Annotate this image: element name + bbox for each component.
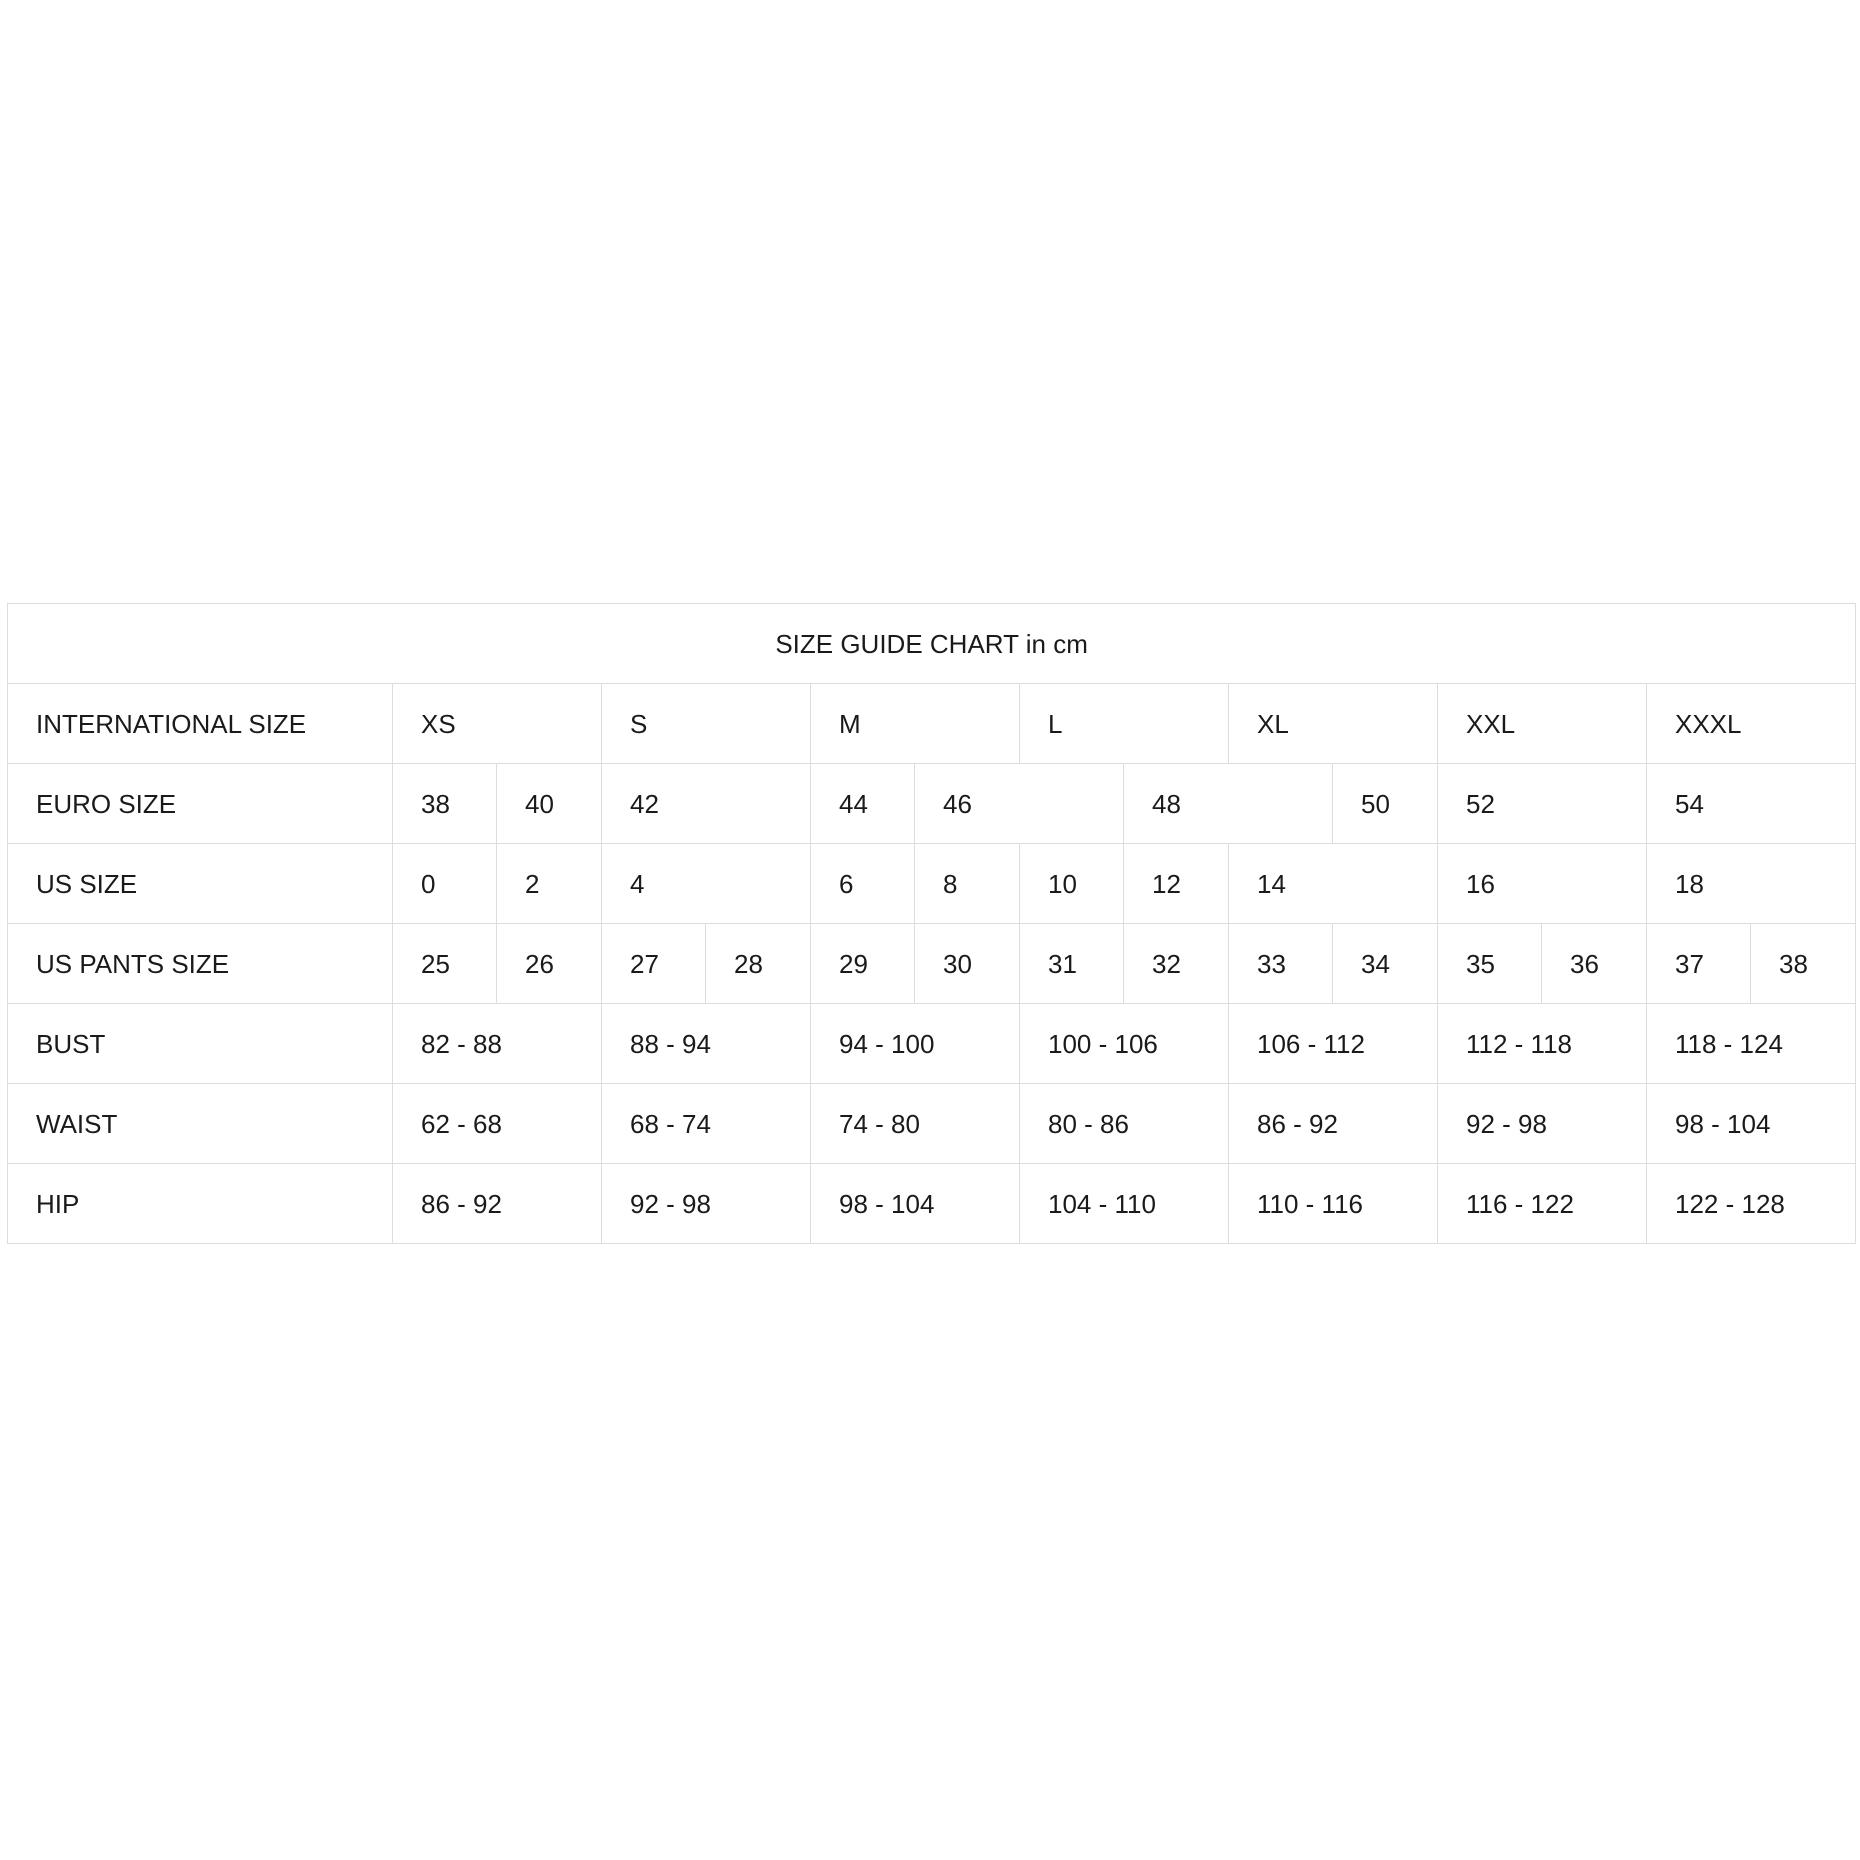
table-cell: L: [1020, 684, 1229, 764]
table-cell: 38: [1751, 924, 1856, 1004]
table-row-hip: [8, 1164, 1856, 1244]
row-label-waist: WAIST: [8, 1084, 393, 1164]
table-cell: 106 - 112: [1229, 1004, 1438, 1084]
table-cell: 28: [706, 924, 811, 1004]
table-cell: 18: [1647, 844, 1856, 924]
table-title-row: [8, 604, 1856, 684]
table-cell: 50: [1333, 764, 1438, 844]
table-cell: 74 - 80: [811, 1084, 1020, 1164]
table-row-international-size: [8, 684, 1856, 764]
table-row-bust: [8, 1004, 1856, 1084]
table-cell: 118 - 124: [1647, 1004, 1856, 1084]
table-cell: 36: [1542, 924, 1647, 1004]
table-cell: 68 - 74: [602, 1084, 811, 1164]
table-cell: 16: [1438, 844, 1647, 924]
table-cell: 37: [1647, 924, 1751, 1004]
table-cell: 46: [915, 764, 1124, 844]
table-cell: 27: [602, 924, 706, 1004]
table-cell: 14: [1229, 844, 1438, 924]
table-cell: 2: [497, 844, 602, 924]
table-cell: 38: [393, 764, 497, 844]
table-cell: 104 - 110: [1020, 1164, 1229, 1244]
table-cell: 40: [497, 764, 602, 844]
table-cell: 122 - 128: [1647, 1164, 1856, 1244]
table-cell: 86 - 92: [393, 1164, 602, 1244]
table-cell: 26: [497, 924, 602, 1004]
table-cell: 32: [1124, 924, 1229, 1004]
row-label-international-size: INTERNATIONAL SIZE: [8, 684, 393, 764]
table-cell: 80 - 86: [1020, 1084, 1229, 1164]
table-cell: 4: [602, 844, 811, 924]
table-cell: 33: [1229, 924, 1333, 1004]
table-cell: 8: [915, 844, 1020, 924]
table-cell: 110 - 116: [1229, 1164, 1438, 1244]
row-label-bust: BUST: [8, 1004, 393, 1084]
size-guide-table: [7, 603, 1856, 1244]
table-cell: 94 - 100: [811, 1004, 1020, 1084]
table-cell: 0: [393, 844, 497, 924]
table-row-us-pants-size: [8, 924, 1856, 1004]
table-cell: 98 - 104: [1647, 1084, 1856, 1164]
table-cell: 31: [1020, 924, 1124, 1004]
table-cell: 29: [811, 924, 915, 1004]
table-cell: XS: [393, 684, 602, 764]
table-cell: 62 - 68: [393, 1084, 602, 1164]
table-body: [8, 604, 1856, 1244]
table-cell: 35: [1438, 924, 1542, 1004]
table-row-waist: [8, 1084, 1856, 1164]
size-guide-chart: [7, 603, 1855, 1244]
table-cell: 100 - 106: [1020, 1004, 1229, 1084]
row-label-us-size: US SIZE: [8, 844, 393, 924]
table-cell: 30: [915, 924, 1020, 1004]
table-cell: 48: [1124, 764, 1333, 844]
row-label-us-pants-size: US PANTS SIZE: [8, 924, 393, 1004]
table-row-us-size: [8, 844, 1856, 924]
table-cell: 25: [393, 924, 497, 1004]
table-cell: 112 - 118: [1438, 1004, 1647, 1084]
table-cell: XXXL: [1647, 684, 1856, 764]
row-label-euro-size: EURO SIZE: [8, 764, 393, 844]
table-cell: 10: [1020, 844, 1124, 924]
row-label-hip: HIP: [8, 1164, 393, 1244]
table-cell: 34: [1333, 924, 1438, 1004]
table-row-euro-size: [8, 764, 1856, 844]
table-cell: XL: [1229, 684, 1438, 764]
table-cell: 92 - 98: [1438, 1084, 1647, 1164]
table-cell: 42: [602, 764, 811, 844]
table-cell: 82 - 88: [393, 1004, 602, 1084]
table-cell: 86 - 92: [1229, 1084, 1438, 1164]
table-cell: 54: [1647, 764, 1856, 844]
table-cell: 44: [811, 764, 915, 844]
table-cell: XXL: [1438, 684, 1647, 764]
table-cell: 12: [1124, 844, 1229, 924]
table-cell: 98 - 104: [811, 1164, 1020, 1244]
table-cell: S: [602, 684, 811, 764]
table-cell: 6: [811, 844, 915, 924]
table-cell: 92 - 98: [602, 1164, 811, 1244]
table-cell: 116 - 122: [1438, 1164, 1647, 1244]
table-cell: M: [811, 684, 1020, 764]
table-cell: 52: [1438, 764, 1647, 844]
chart-title: SIZE GUIDE CHART in cm: [8, 604, 1856, 684]
table-cell: 88 - 94: [602, 1004, 811, 1084]
